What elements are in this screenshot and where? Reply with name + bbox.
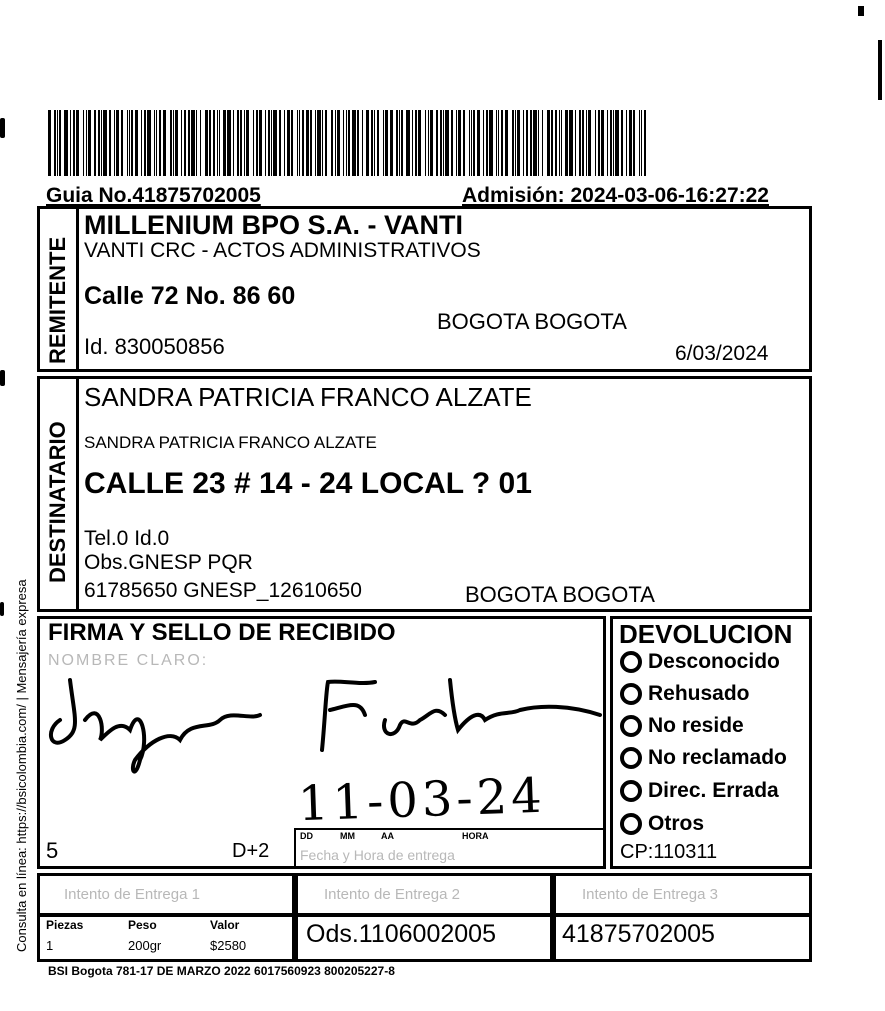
barcode-bar <box>135 110 138 176</box>
barcode-bar <box>613 110 614 176</box>
barcode-bar <box>284 110 285 176</box>
destinatario-label: DESTINATARIO <box>45 421 70 583</box>
barcode-bar <box>325 110 327 176</box>
barcode-bar <box>383 110 384 176</box>
barcode-bar <box>57 110 58 176</box>
remitente-id: Id. 830050856 <box>84 334 225 359</box>
barcode-bar <box>227 110 231 176</box>
barcode-bar <box>256 110 258 176</box>
barcode-bar <box>310 110 312 176</box>
barcode-bar <box>498 110 499 176</box>
piezas-label: Piezas <box>46 918 84 932</box>
barcode-bar <box>644 110 646 176</box>
firma-title: FIRMA Y SELLO DE RECIBIDO <box>48 619 396 646</box>
barcode-bar <box>477 110 480 176</box>
barcode-bar <box>348 110 350 176</box>
intento-2-label: Intento de Entrega 2 <box>324 886 460 903</box>
barcode-bar <box>483 110 484 176</box>
option-circle-icon <box>620 780 642 802</box>
barcode-bar <box>315 110 316 176</box>
delivery-term: D+2 <box>232 840 270 862</box>
barcode-bar <box>335 110 336 176</box>
barcode-bar <box>601 110 604 176</box>
destinatario-name-small: SANDRA PATRICIA FRANCO ALZATE <box>84 433 377 452</box>
barcode-bar <box>496 110 497 176</box>
barcode-bar <box>219 110 220 176</box>
option-circle-icon <box>620 813 642 835</box>
barcode-bar <box>639 110 640 176</box>
devolucion-cp: CP:110311 <box>620 841 718 863</box>
barcode-bar <box>595 110 596 176</box>
barcode-bar <box>533 110 537 176</box>
remitente-label: REMITENTE <box>45 236 70 364</box>
barcode-bar <box>629 110 632 176</box>
barcode-bar <box>582 110 584 176</box>
barcode-bar <box>396 110 398 176</box>
barcode-bar <box>291 110 293 176</box>
barcode-bar <box>175 110 178 176</box>
barcode-bar <box>170 110 172 176</box>
barcode-bar <box>213 110 215 176</box>
barcode-bar <box>209 110 211 176</box>
devolucion-otros[interactable]: Otros <box>620 812 704 836</box>
edge-mark <box>0 602 4 616</box>
barcode-bar <box>76 110 79 176</box>
barcode-bar <box>83 110 84 176</box>
barcode-bar <box>385 110 388 176</box>
fecha-label: Fecha y Hora de entrega <box>300 847 455 863</box>
barcode-bar <box>159 110 161 176</box>
barcode-bar <box>555 110 557 176</box>
barcode-bar <box>542 110 543 176</box>
option-circle-icon <box>620 651 642 673</box>
barcode-bar <box>489 110 493 176</box>
barcode-bar <box>184 110 186 176</box>
barcode-bar <box>131 110 133 176</box>
barcode-bar <box>399 110 400 176</box>
barcode-bar <box>352 110 356 176</box>
edge-mark-right <box>878 40 882 100</box>
barcode-bar <box>445 110 449 176</box>
barcode-bar <box>430 110 433 176</box>
piezas-value: 1 <box>46 938 54 953</box>
barcode-bar <box>271 110 272 176</box>
barcode-bar <box>366 110 369 176</box>
remitente-date: 6/03/2024 <box>675 342 769 365</box>
barcode-bar <box>418 110 421 176</box>
intento-3-label: Intento de Entrega 3 <box>582 886 718 903</box>
barcode-bar <box>200 110 201 176</box>
barcode-bar <box>425 110 426 176</box>
barcode-bar <box>575 110 576 176</box>
barcode-bar <box>565 110 568 176</box>
barcode-bar <box>357 110 359 176</box>
barcode-bar <box>415 110 417 176</box>
destinatario-ref: 61785650 GNESP_12610650 <box>84 579 362 602</box>
barcode-bar <box>371 110 373 176</box>
barcode-bar <box>547 110 550 176</box>
admision-timestamp: Admisión: 2024-03-06-16:27:22 <box>462 184 769 207</box>
devolucion-rehusado[interactable]: Rehusado <box>620 682 750 706</box>
barcode-bar <box>588 110 591 176</box>
barcode-bar <box>109 110 111 176</box>
barcode-bar <box>273 110 277 176</box>
barcode-bar <box>633 110 635 176</box>
barcode-bar <box>144 110 146 176</box>
intento-1-label: Intento de Entrega 1 <box>64 886 200 903</box>
option-circle-icon <box>620 683 642 705</box>
remitente-address: Calle 72 No. 86 60 <box>84 282 296 310</box>
barcode <box>48 110 652 176</box>
barcode-bar <box>101 110 102 176</box>
barcode-bar <box>451 110 453 176</box>
barcode-bar <box>412 110 413 176</box>
barcode-bar <box>343 110 344 176</box>
option-circle-icon <box>620 715 642 737</box>
destinatario-tel: Tel.0 Id.0 <box>84 527 170 550</box>
barcode-bar <box>517 110 520 176</box>
valor-label: Valor <box>210 918 240 932</box>
barcode-bar <box>526 110 528 176</box>
barcode-bar <box>471 110 472 176</box>
option-circle-icon <box>620 747 642 769</box>
barcode-bar <box>306 110 309 176</box>
barcode-bar <box>86 110 87 176</box>
barcode-bar <box>626 110 627 176</box>
barcode-bar <box>246 110 249 176</box>
barcode-bar <box>121 110 123 176</box>
barcode-bar <box>456 110 457 176</box>
barcode-bar <box>610 110 612 176</box>
remitente-city: BOGOTA BOGOTA <box>437 309 627 334</box>
barcode-bar <box>173 110 174 176</box>
barcode-bar <box>64 110 68 176</box>
barcode-bar <box>561 110 562 176</box>
barcode-bar <box>586 110 587 176</box>
barcode-bar <box>598 110 600 176</box>
devolucion-desconocido[interactable]: Desconocido <box>620 650 780 674</box>
piece-count: 5 <box>46 838 59 863</box>
devolucion-title: DEVOLUCION <box>619 619 793 649</box>
edge-mark-top <box>858 6 864 16</box>
peso-value: 200gr <box>128 938 162 953</box>
barcode-bar <box>390 110 393 176</box>
barcode-bar <box>615 110 619 176</box>
barcode-bar <box>259 110 262 176</box>
barcode-bar <box>217 110 218 176</box>
destinatario-obs: Obs.GNESP PQR <box>84 551 253 574</box>
barcode-bar <box>205 110 208 176</box>
barcode-bar <box>237 110 239 176</box>
barcode-bar <box>297 110 298 176</box>
barcode-bar <box>54 110 56 176</box>
side-consulta-text: Consulta en línea: https://bsicolombia.com/ | Mensajería expresa <box>14 579 29 952</box>
barcode-bar <box>463 110 465 176</box>
barcode-bar <box>406 110 410 176</box>
barcode-bar <box>154 110 155 176</box>
barcode-bar <box>94 110 96 176</box>
ods-number: Ods.1106002005 <box>306 920 496 948</box>
barcode-bar <box>103 110 107 176</box>
devolucion-no-reclamado[interactable]: No reclamado <box>620 746 787 770</box>
barcode-bar <box>559 110 560 176</box>
barcode-bar <box>98 110 100 176</box>
barcode-bar <box>127 110 128 176</box>
barcode-bar <box>362 110 363 176</box>
barcode-bar <box>473 110 475 176</box>
barcode-bar <box>641 110 642 176</box>
fecha-dd: DD <box>300 831 313 841</box>
barcode-bar <box>469 110 470 176</box>
barcode-bar <box>538 110 539 176</box>
barcode-bar <box>163 110 166 176</box>
destinatario-name: SANDRA PATRICIA FRANCO ALZATE <box>84 382 532 412</box>
barcode-bar <box>428 110 429 176</box>
barcode-bar <box>579 110 581 176</box>
fecha-mm: MM <box>340 831 355 841</box>
barcode-bar <box>317 110 321 176</box>
barcode-bar <box>116 110 119 176</box>
barcode-bar <box>268 110 270 176</box>
peso-label: Peso <box>128 918 157 932</box>
barcode-bar <box>551 110 553 176</box>
barcode-bar <box>331 110 333 176</box>
tracking-number: 41875702005 <box>562 920 715 948</box>
barcode-bar <box>346 110 347 176</box>
barcode-bar <box>240 110 242 176</box>
barcode-bar <box>458 110 461 176</box>
guia-number: Guia No.41875702005 <box>46 184 261 207</box>
barcode-bar <box>607 110 608 176</box>
barcode-bar <box>530 110 532 176</box>
barcode-bar <box>505 110 508 176</box>
barcode-bar <box>59 110 61 176</box>
edge-mark <box>0 370 5 386</box>
barcode-bar <box>440 110 442 176</box>
barcode-bar <box>443 110 444 176</box>
handwritten-date: 11-03-24 <box>297 767 547 833</box>
fecha-hora: HORA <box>462 831 489 841</box>
barcode-bar <box>141 110 142 176</box>
remitente-name: MILLENIUM BPO S.A. - VANTI <box>84 210 463 240</box>
barcode-bar <box>181 110 182 176</box>
barcode-bar <box>322 110 323 176</box>
barcode-bar <box>486 110 488 176</box>
barcode-bar <box>70 110 71 176</box>
devolucion-direc-errada[interactable]: Direc. Errada <box>620 779 779 803</box>
barcode-bar <box>515 110 516 176</box>
barcode-bar <box>233 110 234 176</box>
barcode-bar <box>569 110 573 176</box>
barcode-bar <box>374 110 375 176</box>
barcode-bar <box>523 110 524 176</box>
footer-text: BSI Bogota 781-17 DE MARZO 2022 6017560923 800205227-8 <box>48 964 395 978</box>
barcode-bar <box>299 110 300 176</box>
valor-value: $2580 <box>210 938 247 953</box>
barcode-bar <box>253 110 254 176</box>
barcode-bar <box>156 110 157 176</box>
barcode-bar <box>287 110 290 176</box>
devolucion-no-reside[interactable]: No reside <box>620 714 744 738</box>
barcode-bar <box>501 110 503 176</box>
barcode-bar <box>377 110 379 176</box>
remitente-dept: VANTI CRC - ACTOS ADMINISTRATIVOS <box>84 239 481 262</box>
destinatario-city: BOGOTA BOGOTA <box>465 582 655 607</box>
barcode-bar <box>223 110 226 176</box>
barcode-bar <box>244 110 245 176</box>
barcode-bar <box>512 110 514 176</box>
barcode-bar <box>337 110 340 176</box>
barcode-bar <box>48 110 51 176</box>
firma-nombre-label: NOMBRE CLARO: <box>48 652 209 669</box>
barcode-bar <box>191 110 195 176</box>
barcode-bar <box>147 110 151 176</box>
fecha-aa: AA <box>381 831 394 841</box>
barcode-bar <box>188 110 190 176</box>
barcode-bar <box>436 110 438 176</box>
barcode-bar <box>114 110 115 176</box>
barcode-bar <box>129 110 130 176</box>
barcode-bar <box>196 110 197 176</box>
barcode-bar <box>88 110 91 176</box>
barcode-bar <box>621 110 623 176</box>
barcode-bar <box>73 110 75 176</box>
destinatario-address: CALLE 23 # 14 - 24 LOCAL ? 01 <box>84 467 532 500</box>
barcode-bar <box>401 110 403 176</box>
barcode-bar <box>279 110 281 176</box>
edge-mark <box>0 118 5 138</box>
barcode-bar <box>302 110 304 176</box>
barcode-bar <box>265 110 266 176</box>
